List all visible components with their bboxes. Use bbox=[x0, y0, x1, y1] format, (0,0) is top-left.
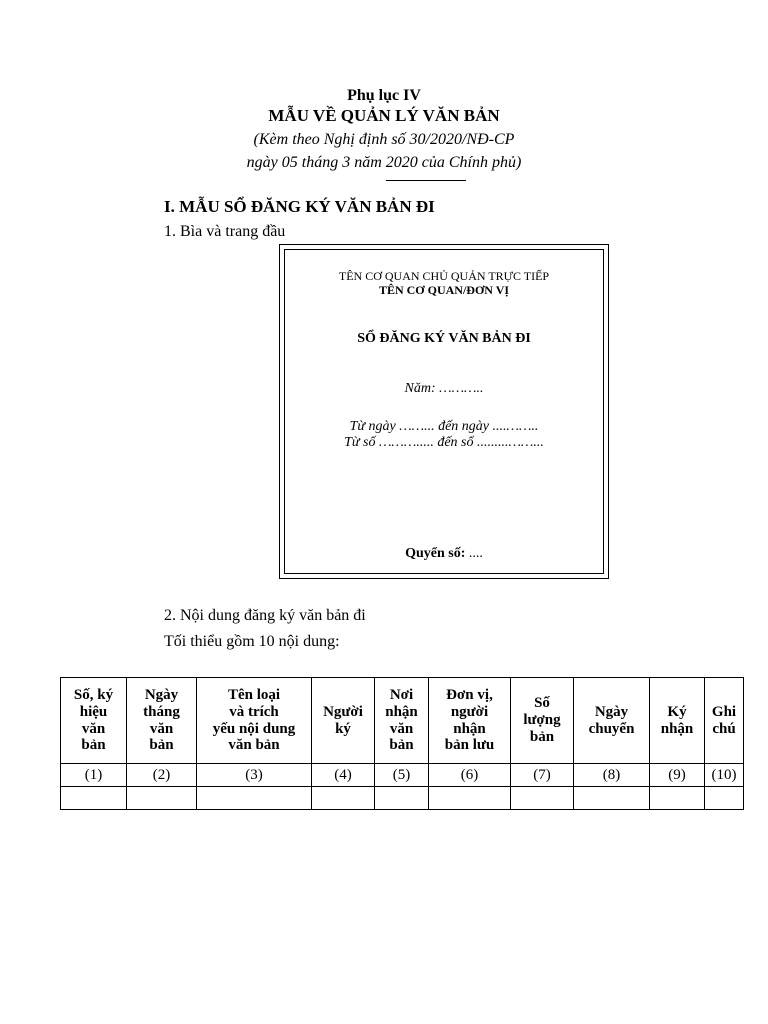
number-cell: (9) bbox=[650, 764, 705, 787]
empty-cell bbox=[705, 787, 744, 810]
empty-cell bbox=[650, 787, 705, 810]
number-cell: (4) bbox=[312, 764, 375, 787]
subsection-cover: 1. Bìa và trang đầu bbox=[164, 223, 286, 240]
header-cell-line: bản bbox=[149, 737, 174, 754]
header-cell-line: văn bbox=[149, 720, 174, 737]
header-cell bbox=[61, 678, 127, 764]
header-cell bbox=[650, 678, 705, 764]
header-cell bbox=[312, 678, 375, 764]
empty-cell bbox=[61, 787, 127, 810]
empty-cell bbox=[574, 787, 650, 810]
number-cell: (1) bbox=[61, 764, 127, 787]
cover-page-box bbox=[279, 244, 609, 579]
cover-volume-label: Quyển số: bbox=[405, 546, 466, 561]
header-cell-line: nhận bbox=[660, 720, 694, 737]
header-cell-line: Nơi bbox=[389, 686, 414, 703]
number-cell: (3) bbox=[197, 764, 312, 787]
cover-year: Năm: ……….. bbox=[404, 381, 484, 396]
number-cell: (2) bbox=[127, 764, 197, 787]
header-cell-line: bản bbox=[529, 728, 555, 745]
header-cell-line: Tên loại bbox=[227, 686, 281, 703]
empty-cell bbox=[375, 787, 429, 810]
cover-number-range: Từ số ………..... đến số .........……... bbox=[344, 435, 544, 450]
header-cell-line: và trích bbox=[229, 703, 279, 720]
header-cell-line: Ngày bbox=[594, 703, 629, 720]
header-cell-line: Ngày bbox=[144, 686, 179, 703]
header-cell-line: ký bbox=[335, 720, 351, 737]
header-cell bbox=[197, 678, 312, 764]
empty-cell bbox=[429, 787, 511, 810]
document-title: MẪU VỀ QUẢN LÝ VĂN BẢN bbox=[268, 106, 500, 125]
header-cell bbox=[705, 678, 744, 764]
header-cell-line: văn bbox=[389, 720, 414, 737]
empty-cell bbox=[127, 787, 197, 810]
header-cell-line: chuyển bbox=[588, 720, 635, 737]
subsection-note: Tối thiểu gồm 10 nội dung: bbox=[164, 633, 340, 650]
header-cell-line: lượng bbox=[523, 712, 561, 729]
header-cell-line: Người bbox=[323, 703, 363, 720]
header-cell-line: bản lưu bbox=[444, 737, 495, 754]
header-cell bbox=[375, 678, 429, 764]
header-cell bbox=[574, 678, 650, 764]
header-cell-line: Số, ký bbox=[73, 686, 114, 703]
header-cell-line: Ký bbox=[667, 703, 687, 720]
cover-parent-agency: TÊN CƠ QUAN CHỦ QUẢN TRỰC TIẾP bbox=[338, 269, 550, 283]
number-cell: (8) bbox=[574, 764, 650, 787]
cover-inner-frame bbox=[284, 249, 604, 574]
header-divider bbox=[386, 180, 466, 181]
decree-note-line1: (Kèm theo Nghị định số 30/2020/NĐ-CP bbox=[253, 131, 515, 148]
header-cell bbox=[429, 678, 511, 764]
header-cell-line: bản bbox=[389, 737, 414, 754]
header-cell-line: bản bbox=[81, 737, 106, 754]
appendix-label: Phụ lục IV bbox=[347, 87, 421, 104]
subsection-content: 2. Nội dung đăng ký văn bản đi bbox=[164, 607, 366, 624]
cover-volume bbox=[285, 547, 603, 561]
register-table bbox=[60, 677, 744, 810]
header-cell-line: hiệu bbox=[79, 703, 108, 720]
header-cell-line: Số bbox=[534, 695, 550, 712]
header-cell-line: văn bbox=[81, 720, 106, 737]
header-cell bbox=[127, 678, 197, 764]
header-cell-line: nhận bbox=[453, 720, 486, 737]
table-empty-row bbox=[61, 787, 744, 810]
header-cell bbox=[511, 678, 574, 764]
header-cell-line: người bbox=[450, 703, 489, 720]
cover-date-range: Từ ngày ……... đến ngày ....…….. bbox=[349, 419, 539, 434]
header-cell-line: nhận bbox=[385, 703, 418, 720]
header-cell-line: yếu nội dung bbox=[212, 720, 296, 737]
empty-cell bbox=[197, 787, 312, 810]
header-cell-line: tháng bbox=[143, 703, 180, 720]
table-header-row bbox=[61, 678, 744, 764]
empty-cell bbox=[312, 787, 375, 810]
header-cell-line: Ghi bbox=[711, 703, 737, 720]
cover-agency: TÊN CƠ QUAN/ĐƠN VỊ bbox=[378, 283, 510, 297]
header-cell-line: Đơn vị, bbox=[446, 686, 493, 703]
number-cell: (7) bbox=[511, 764, 574, 787]
cover-book-title: SỔ ĐĂNG KÝ VĂN BẢN ĐI bbox=[357, 331, 531, 346]
table-number-row bbox=[61, 764, 744, 787]
cover-volume-value: .... bbox=[465, 546, 483, 561]
number-cell: (5) bbox=[375, 764, 429, 787]
decree-note-line2: ngày 05 tháng 3 năm 2020 của Chính phủ) bbox=[246, 154, 522, 171]
number-cell: (6) bbox=[429, 764, 511, 787]
number-cell: (10) bbox=[705, 764, 744, 787]
header-cell-line: chú bbox=[712, 720, 736, 737]
section-heading: I. MẪU SỔ ĐĂNG KÝ VĂN BẢN ĐI bbox=[164, 197, 435, 216]
empty-cell bbox=[511, 787, 574, 810]
header-cell-line: văn bản bbox=[228, 737, 280, 754]
